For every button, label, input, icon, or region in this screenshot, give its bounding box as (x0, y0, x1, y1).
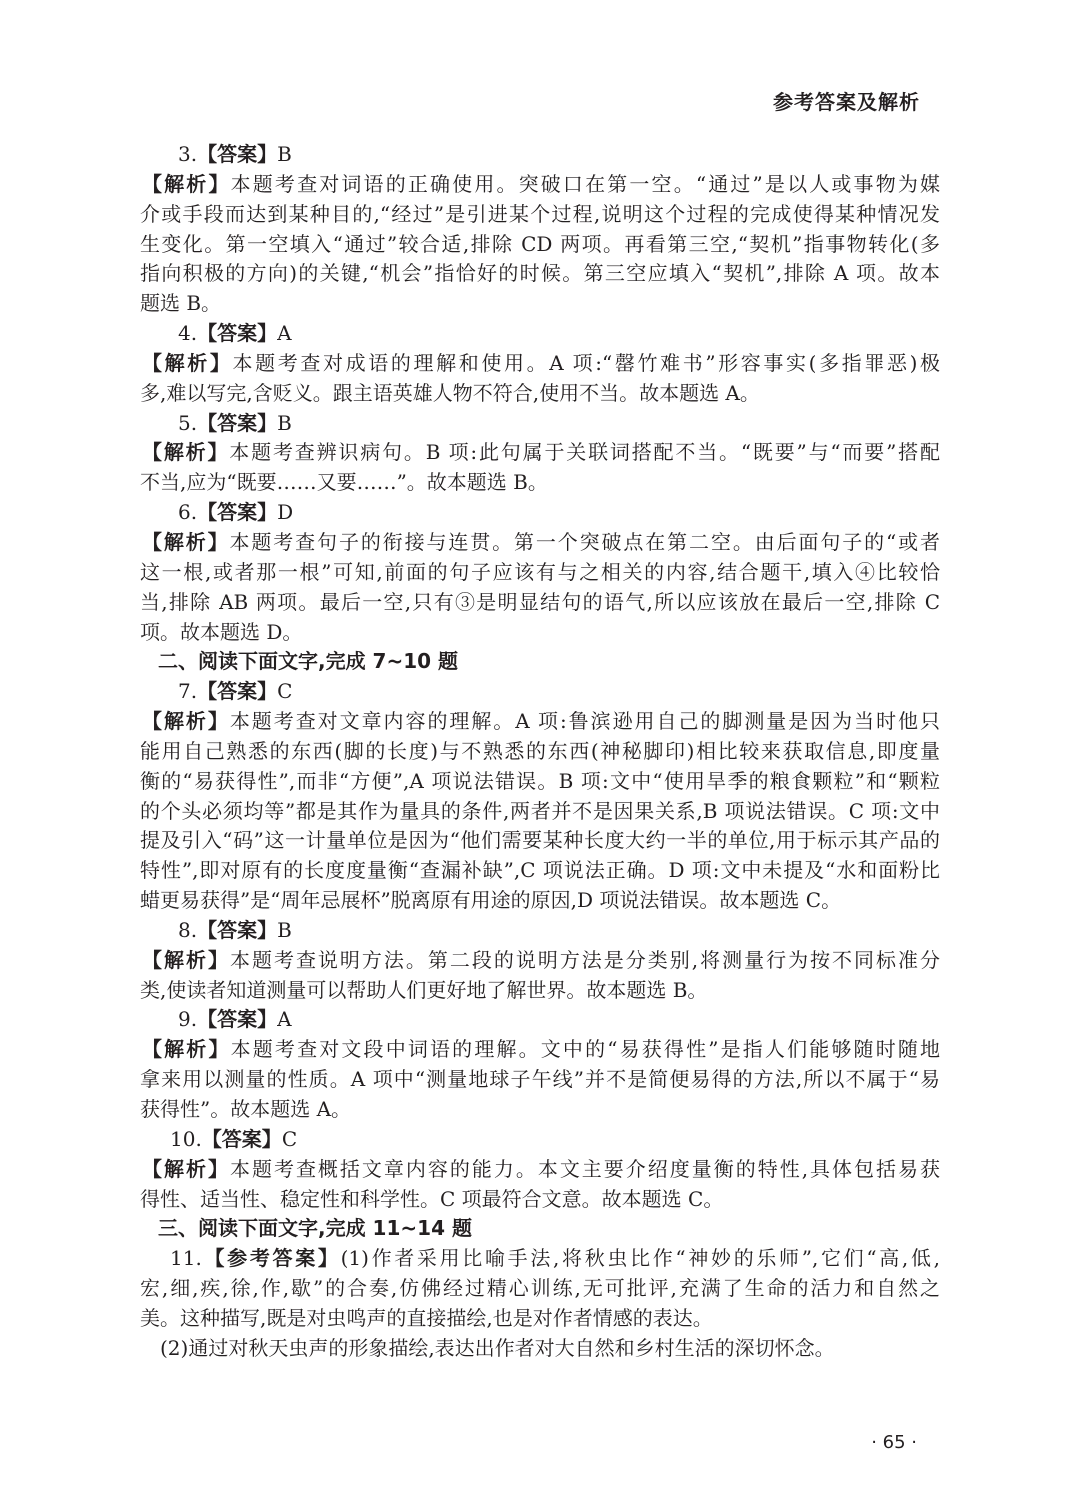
reference-answer-line: 美。这种描写,既是对虫鸣声的直接描绘,也是对作者情感的表达。 (140, 1305, 713, 1330)
analysis-label: 【解析】 (142, 709, 230, 734)
question-number: 9. (178, 1007, 198, 1032)
analysis-line (140, 1035, 940, 1065)
analysis-label: 【解析】 (142, 1156, 230, 1181)
answer-key-body (140, 140, 940, 1364)
analysis-text: 本题考查说明方法。第二段的说明方法是分类别,将测量行为按不同标准分 (229, 947, 941, 972)
analysis-line: 拿来用以测量的性质。A 项中“测量地球子午线”并不是简便易得的方法,所以不属于“易 (140, 1067, 940, 1092)
question-number: 4. (178, 321, 198, 346)
analysis-label: 【解析】 (142, 529, 230, 554)
answer-value: A (277, 1007, 292, 1032)
answer-line (140, 498, 940, 528)
question-number: 5. (178, 410, 198, 435)
analysis-line: 题选 B。 (140, 291, 222, 316)
section-heading: 三、阅读下面文字,完成 11~14 题 (158, 1216, 472, 1241)
question-number: 7. (178, 679, 198, 704)
answer-value: B (277, 410, 292, 435)
section-heading: 二、阅读下面文字,完成 7~10 题 (158, 649, 459, 674)
analysis-line: 衡的“易获得性”,而非“方便”,A 项说法错误。B 项:文中“使用旱季的粮食颗粒”和“颗粒 (140, 768, 940, 793)
answer-value: D (277, 500, 294, 525)
answer-line (140, 916, 940, 946)
analysis-label: 【解析】 (142, 1037, 231, 1062)
question-number: 6. (178, 500, 198, 525)
analysis-line: 项。故本题选 D。 (140, 619, 303, 644)
analysis-text: 本题考查对成语的理解和使用。A 项:“罄竹难书”形容事实(多指罪恶)极 (232, 350, 941, 375)
analysis-line: 提及引入“码”这一计量单位是因为“他们需要某种长度大约一半的单位,用于标示其产品的 (140, 828, 940, 853)
reference-answer-line: 宏,细,疾,徐,作,歇”的合奏,仿佛经过精心训练,无可批评,充满了生命的活力和自然之 (140, 1276, 940, 1301)
question-number: 11. (170, 1246, 202, 1271)
analysis-line: 获得性”。故本题选 A。 (140, 1097, 352, 1121)
answer-label: 【答案】 (197, 1007, 278, 1032)
analysis-line: 多,难以写完,含贬义。跟主语英雄人物不符合,使用不当。故本题选 A。 (140, 380, 760, 405)
answer-label: 【答案】 (197, 679, 278, 704)
answer-line (140, 319, 940, 349)
answer-value: B (277, 142, 292, 166)
page-number: · 65 · (871, 1432, 917, 1453)
answer-line (140, 140, 940, 170)
analysis-text: 本题考查对文章内容的理解。A 项:鲁滨逊用自己的脚测量是因为当时他只 (229, 709, 940, 734)
answer-value: A (277, 321, 292, 346)
analysis-label: 【解析】 (142, 171, 231, 196)
reference-answer-line: (2)通过对秋天虫声的形象描绘,表达出作者对大自然和乡村生活的深切怀念。 (160, 1335, 835, 1360)
analysis-text: 本题考查对词语的正确使用。突破口在第一空。“通过”是以人或事物为媒 (230, 171, 941, 196)
question-number: 10. (170, 1126, 202, 1151)
answer-label: 【答案】 (197, 917, 278, 942)
analysis-line: 特性”,即对原有的长度度量衡“查漏补缺”,C 项说法正确。D 项:文中未提及“水和面粉比 (140, 858, 940, 883)
answer-label: 【答案】 (201, 1126, 282, 1151)
analysis-line: 类,使读者知道测量可以帮助人们更好地了解世界。故本题选 B。 (140, 977, 708, 1002)
analysis-line (140, 170, 940, 200)
analysis-line: 不当,应为“既要……又要……”。故本题选 B。 (140, 470, 548, 495)
analysis-line: 介或手段而达到某种目的,“经过”是引进某个过程,说明这个过程的完成使得某种情况发 (140, 201, 940, 226)
answer-label: 【答案】 (197, 321, 278, 346)
answer-value: B (277, 917, 292, 942)
analysis-text: 本题考查辨识病句。B 项:此句属于关联词搭配不当。“既要”与“而要”搭配 (229, 440, 940, 465)
analysis-line: 生变化。第一空填入“通过”较合适,排除 CD 两项。再看第三空,“契机”指事物转化(多 (140, 231, 940, 256)
answer-line (140, 1005, 940, 1035)
reference-answer-text: (1)作者采用比喻手法,将秋虫比作“神妙的乐师”,它们“高,低, (340, 1246, 940, 1271)
answer-line (140, 1125, 940, 1155)
answer-line (140, 677, 940, 707)
analysis-label: 【解析】 (142, 440, 230, 465)
question-number: 8. (178, 917, 198, 942)
reference-answer-label: 【参考答案】 (201, 1246, 341, 1271)
analysis-line: 得性、适当性、稳定性和科学性。C 项最符合文意。故本题选 C。 (140, 1186, 724, 1211)
analysis-line (140, 438, 940, 468)
analysis-text: 本题考查对文段中词语的理解。文中的“易获得性”是指人们能够随时随地 (230, 1037, 941, 1062)
answer-label: 【答案】 (197, 500, 278, 525)
running-header: 参考答案及解析 (773, 90, 920, 114)
analysis-label: 【解析】 (142, 350, 233, 375)
analysis-line: 当,排除 AB 两项。最后一空,只有③是明显结句的语气,所以应该放在最后一空,排除 C (140, 589, 940, 614)
answer-label: 【答案】 (197, 142, 278, 166)
analysis-line: 的个头必须均等”都是其作为量具的条件,两者并不是因果关系,B 项说法错误。C 项:文中 (140, 798, 940, 823)
answer-value: C (281, 1126, 298, 1151)
analysis-line: 能用自己熟悉的东西(脚的长度)与不熟悉的东西(神秘脚印)相比较来获取信息,即度量 (140, 738, 940, 763)
analysis-line (140, 349, 940, 379)
reference-answer-line (140, 1244, 940, 1274)
answer-value: C (277, 679, 293, 704)
answer-line (140, 409, 940, 439)
analysis-line: 这一根,或者那一根”可知,前面的句子应该有与之相关的内容,结合题干,填入④比较恰 (140, 559, 940, 584)
answer-label: 【答案】 (197, 410, 278, 435)
analysis-text: 本题考查概括文章内容的能力。本文主要介绍度量衡的特性,具体包括易获 (229, 1156, 941, 1181)
analysis-line: 蜡更易获得”是“周年忌展杯”脱离原有用途的原因,D 项说法错误。故本题选 C。 (140, 888, 842, 913)
analysis-text: 本题考查句子的衔接与连贯。第一个突破点在第二空。由后面句子的“或者 (229, 529, 940, 554)
analysis-line (140, 946, 940, 976)
analysis-line: 指向积极的方向)的关键,“机会”指恰好的时候。第三空应填入“契机”,排除 A 项。故本 (140, 261, 940, 286)
analysis-line (140, 528, 940, 558)
analysis-label: 【解析】 (142, 947, 230, 972)
question-number: 3. (178, 142, 198, 166)
analysis-line (140, 1155, 940, 1185)
analysis-line (140, 707, 940, 737)
